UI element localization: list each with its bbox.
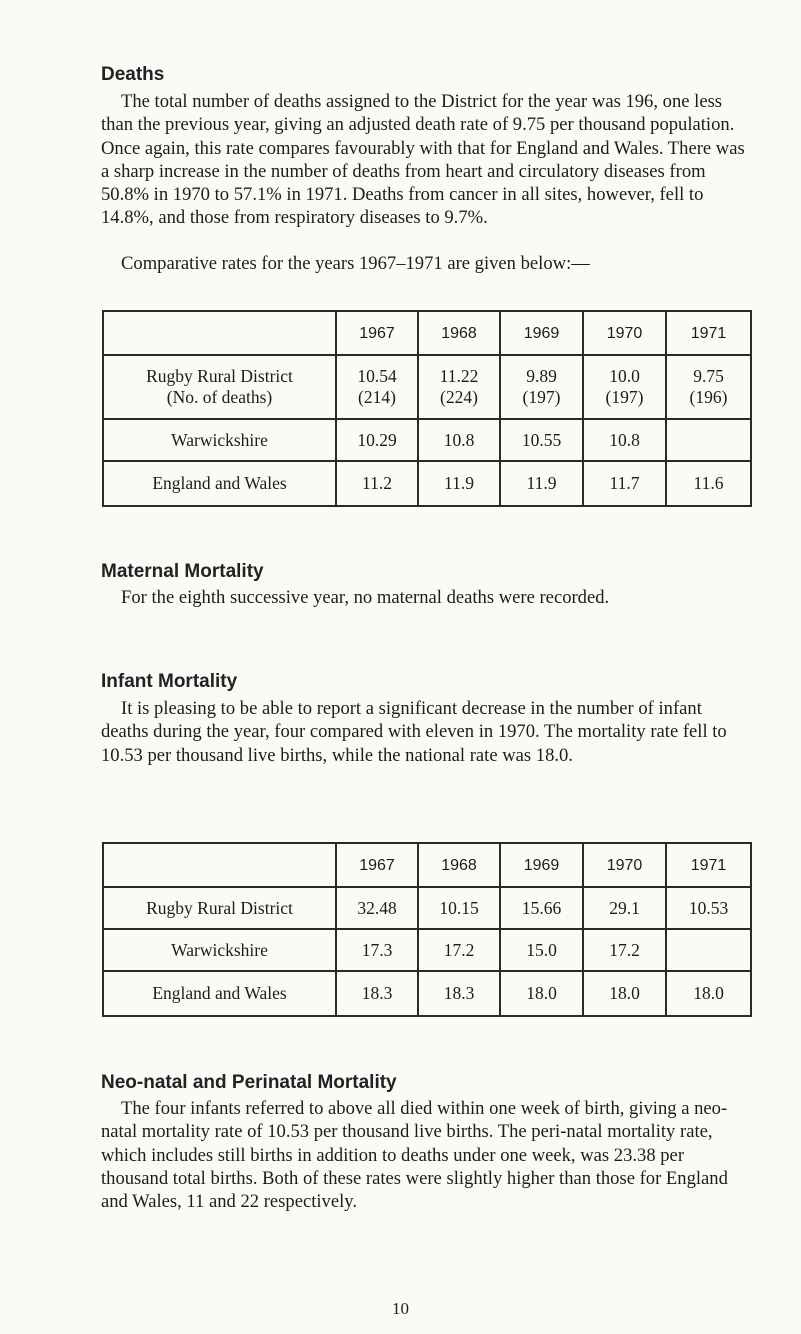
row-label-text: Rugby Rural District [146,366,293,386]
rate-value: 9.89 [526,366,557,386]
row-label: Warwickshire [103,929,336,971]
row-label: Rugby Rural District [103,887,336,929]
table-cell: 11.9 [500,461,583,506]
row-label: England and Wales [103,461,336,506]
infant-heading: Infant Mortality [101,671,238,692]
table-header-row [103,311,751,355]
deaths-count: (197) [522,387,561,407]
row-sublabel-text: (No. of deaths) [166,387,273,407]
table-cell: 18.3 [336,971,418,1016]
page-number: 10 [392,1299,409,1318]
table-cell [583,355,666,419]
year-header: 1967 [336,311,418,355]
table-row [103,929,751,971]
table-cell: 17.3 [336,929,418,971]
deaths-intro: Comparative rates for the years 1967–1971 are given below:— [121,253,590,274]
row-label: England and Wales [103,971,336,1016]
table-header-row [103,843,751,887]
table-cell: 17.2 [418,929,500,971]
death-rate-table [102,310,752,507]
table-cell: 11.7 [583,461,666,506]
table-cell: 10.53 [666,887,751,929]
table-cell: 18.0 [500,971,583,1016]
year-header: 1968 [418,311,500,355]
year-header: 1968 [418,843,500,887]
year-header: 1969 [500,843,583,887]
table-cell: 15.0 [500,929,583,971]
table-cell: 18.0 [583,971,666,1016]
table-row [103,887,751,929]
table-cell: 15.66 [500,887,583,929]
table-cell: 29.1 [583,887,666,929]
table-cell [500,355,583,419]
table-cell: 10.55 [500,419,583,461]
table-cell: 17.2 [583,929,666,971]
rate-value: 11.22 [439,366,479,386]
deaths-count: (197) [605,387,644,407]
infant-paragraph: It is pleasing to be able to report a significant decrease in the number of infant deaths during the year, four compared with eleven in 1970. The mortality rate fell to 10.53 per thousand live births, while the national rate was 18.0. [101,698,727,766]
year-header: 1967 [336,843,418,887]
rate-value: 10.0 [609,366,640,386]
year-header: 1970 [583,843,666,887]
rate-value: 10.54 [357,366,397,386]
deaths-count: (196) [689,387,728,407]
table-row [103,419,751,461]
table-cell: 10.29 [336,419,418,461]
deaths-count: (224) [440,387,478,407]
infant-mortality-table [102,842,752,1017]
table-corner-cell [103,311,336,355]
rate-value: 9.75 [693,366,724,386]
row-label: Warwickshire [103,419,336,461]
row-label [103,355,336,419]
table-cell: 18.0 [666,971,751,1016]
table-row [103,971,751,1016]
maternal-paragraph: For the eighth successive year, no maternal deaths were recorded. [121,587,610,608]
table-cell [666,419,751,461]
deaths-paragraph: The total number of deaths assigned to the District for the year was 196, one less than the previous year, giving an adjusted death rate of 9.75 per thousand population. Once again, this rate compares favourably with that for England and Wales. There was a sharp increase in the number of deaths from heart and circulatory diseases from 50.8% in 1970 to 57.1% in 1971. Deaths from cancer in all sites, however, fell to 14.8%, and those from respiratory diseases to 9.7%. [101,91,745,229]
table-row [103,461,751,506]
table-cell [336,355,418,419]
table-cell: 10.15 [418,887,500,929]
table-cell: 10.8 [418,419,500,461]
table-cell: 11.2 [336,461,418,506]
year-header: 1970 [583,311,666,355]
table-cell: 11.9 [418,461,500,506]
table-cell: 32.48 [336,887,418,929]
neonatal-paragraph: The four infants referred to above all died within one week of birth, giving a neo-natal mortality rate of 10.53 per thousand live births. The peri-natal mortality rate, which includes still births in addition to deaths under one week, was 23.38 per thousand total births. Both of these rates were slightly higher than those for England and Wales, 11 and 22 respectively. [101,1098,728,1213]
maternal-heading: Maternal Mortality [101,561,264,582]
table-cell: 10.8 [583,419,666,461]
table-cell [666,929,751,971]
table-cell: 18.3 [418,971,500,1016]
table-cell [666,355,751,419]
table-cell [418,355,500,419]
year-header: 1971 [666,311,751,355]
neonatal-heading: Neo-natal and Perinatal Mortality [101,1072,397,1093]
deaths-heading: Deaths [101,64,165,85]
year-header: 1969 [500,311,583,355]
year-header: 1971 [666,843,751,887]
table-row [103,355,751,419]
deaths-count: (214) [358,387,396,407]
table-cell: 11.6 [666,461,751,506]
table-corner-cell [103,843,336,887]
